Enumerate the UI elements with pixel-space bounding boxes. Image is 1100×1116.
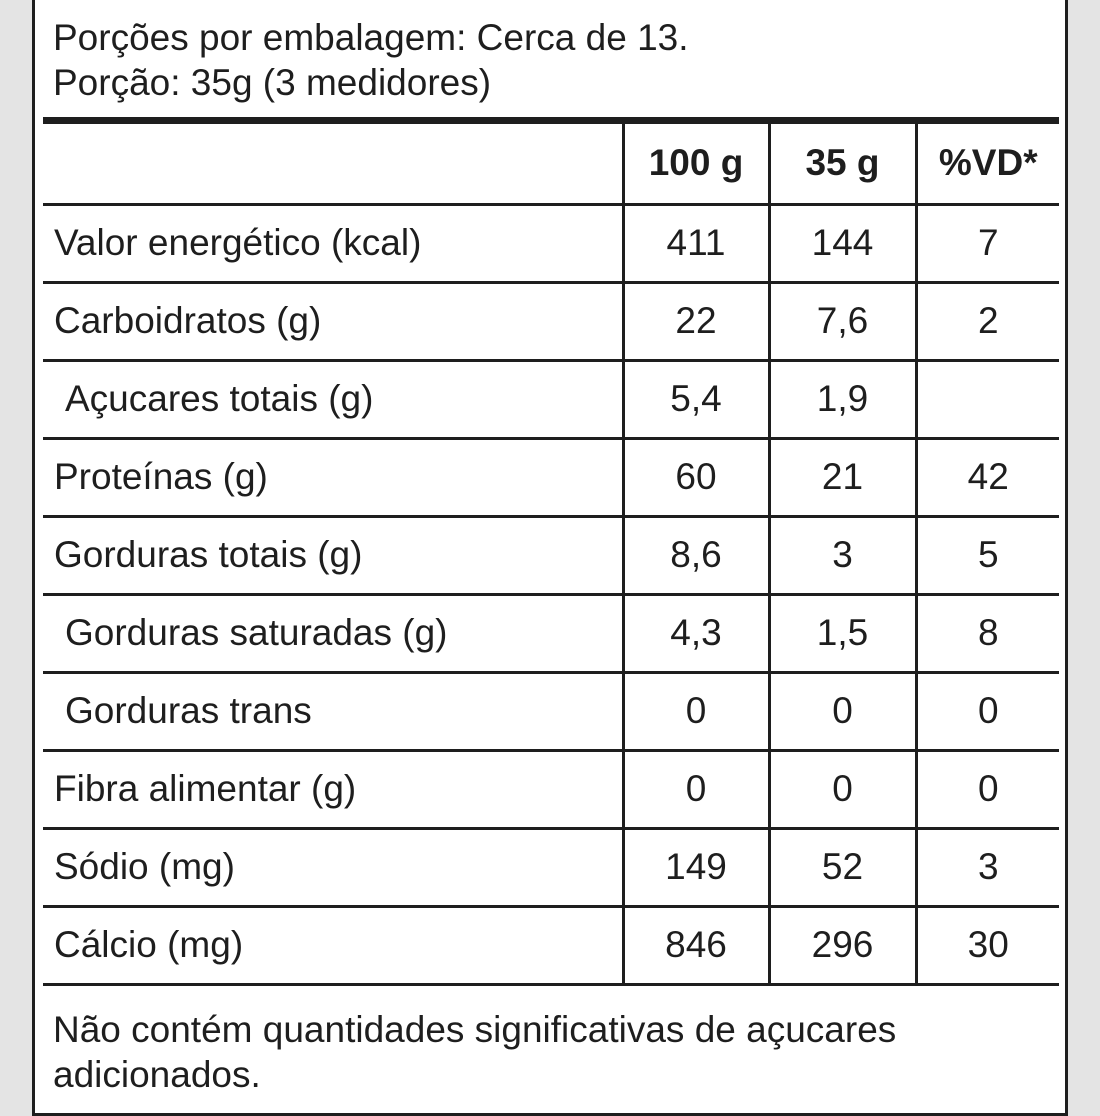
table-row bbox=[43, 516, 1059, 594]
table-row bbox=[43, 594, 1059, 672]
value-per-100g: 22 bbox=[623, 282, 769, 360]
value-per-100g: 411 bbox=[623, 204, 769, 282]
table-header-row bbox=[43, 124, 1059, 204]
value-per-35g: 1,5 bbox=[769, 594, 916, 672]
table-row bbox=[43, 438, 1059, 516]
value-per-35g: 0 bbox=[769, 672, 916, 750]
nutrient-name: Gorduras saturadas (g) bbox=[43, 594, 623, 672]
nutrient-name: Valor energético (kcal) bbox=[43, 204, 623, 282]
value-per-35g: 1,9 bbox=[769, 360, 916, 438]
nutrient-name: Cálcio (mg) bbox=[43, 906, 623, 984]
thick-divider bbox=[43, 117, 1059, 124]
table-row bbox=[43, 360, 1059, 438]
value-daily-percent: 5 bbox=[916, 516, 1059, 594]
value-daily-percent: 2 bbox=[916, 282, 1059, 360]
table-body bbox=[43, 204, 1059, 984]
value-daily-percent: 3 bbox=[916, 828, 1059, 906]
value-per-35g: 144 bbox=[769, 204, 916, 282]
value-per-35g: 296 bbox=[769, 906, 916, 984]
table-row bbox=[43, 906, 1059, 984]
value-per-35g: 0 bbox=[769, 750, 916, 828]
column-header-nutrient bbox=[43, 124, 623, 204]
value-per-35g: 3 bbox=[769, 516, 916, 594]
nutrient-name: Fibra alimentar (g) bbox=[43, 750, 623, 828]
value-daily-percent: 0 bbox=[916, 672, 1059, 750]
value-per-100g: 0 bbox=[623, 750, 769, 828]
servings-per-package: Porções por embalagem: Cerca de 13. bbox=[53, 17, 689, 58]
value-per-100g: 846 bbox=[623, 906, 769, 984]
value-per-100g: 5,4 bbox=[623, 360, 769, 438]
nutrient-name: Proteínas (g) bbox=[43, 438, 623, 516]
value-per-35g: 21 bbox=[769, 438, 916, 516]
table-row bbox=[43, 828, 1059, 906]
nutrient-name: Gorduras totais (g) bbox=[43, 516, 623, 594]
value-daily-percent: 0 bbox=[916, 750, 1059, 828]
table-row bbox=[43, 204, 1059, 282]
value-per-100g: 4,3 bbox=[623, 594, 769, 672]
value-per-100g: 0 bbox=[623, 672, 769, 750]
value-per-100g: 8,6 bbox=[623, 516, 769, 594]
column-header-35g: 35 g bbox=[769, 124, 916, 204]
nutrition-table bbox=[43, 124, 1059, 986]
value-daily-percent bbox=[916, 360, 1059, 438]
table-row bbox=[43, 282, 1059, 360]
value-daily-percent: 30 bbox=[916, 906, 1059, 984]
nutrient-name: Carboidratos (g) bbox=[43, 282, 623, 360]
nutrient-name: Açucares totais (g) bbox=[43, 360, 623, 438]
value-per-100g: 149 bbox=[623, 828, 769, 906]
value-per-35g: 52 bbox=[769, 828, 916, 906]
table-row bbox=[43, 672, 1059, 750]
column-header-100g: 100 g bbox=[623, 124, 769, 204]
nutrient-name: Sódio (mg) bbox=[43, 828, 623, 906]
value-per-100g: 60 bbox=[623, 438, 769, 516]
nutrition-label bbox=[32, 0, 1068, 1116]
value-daily-percent: 8 bbox=[916, 594, 1059, 672]
serving-size: Porção: 35g (3 medidores) bbox=[53, 62, 492, 103]
value-per-35g: 7,6 bbox=[769, 282, 916, 360]
table-row bbox=[43, 750, 1059, 828]
value-daily-percent: 42 bbox=[916, 438, 1059, 516]
nutrient-name: Gorduras trans bbox=[43, 672, 623, 750]
label-header bbox=[53, 15, 689, 105]
value-daily-percent: 7 bbox=[916, 204, 1059, 282]
column-header-vd: %VD* bbox=[916, 124, 1059, 204]
footnote: Não contém quantidades significativas de açucares adicionados. bbox=[53, 1009, 897, 1095]
